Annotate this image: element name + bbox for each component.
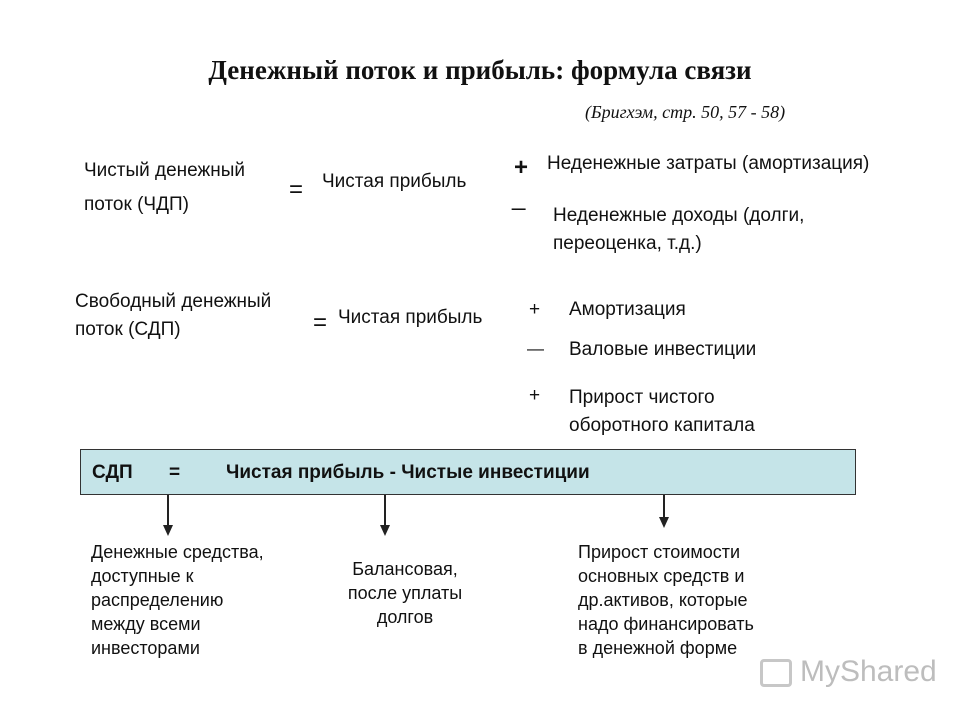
noncash-income-line2: переоценка, т.д.) [553, 233, 702, 254]
cashflow-plus-sign: + [514, 154, 529, 181]
note3-line4: надо финансировать [578, 614, 754, 634]
free-cashflow-plus-sign-1: + [529, 299, 541, 320]
note3-line1: Прирост стоимости [578, 542, 741, 562]
note1-line3: распределению [91, 590, 224, 610]
working-capital-line1: Прирост чистого [569, 387, 715, 408]
free-cashflow-working-capital [569, 384, 755, 440]
note3-line3: др.активов, которые [578, 590, 748, 610]
cashflow-label-line1: Чистый денежный [84, 160, 245, 181]
note1-line4: между всеми [91, 614, 201, 634]
noncash-income-line1: Неденежные доходы (долги, [553, 205, 805, 226]
note2-line3: долгов [376, 607, 434, 627]
presentation-icon [760, 659, 792, 687]
note-asset-growth [578, 540, 754, 660]
working-capital-line2: оборотного капитала [569, 415, 755, 436]
slide-title: Денежный поток и прибыль: формула связи [208, 55, 752, 85]
formula-equals: = [169, 462, 181, 483]
formula-lhs: СДП [92, 462, 133, 483]
watermark [760, 655, 937, 689]
free-cashflow-equals: = [313, 309, 328, 336]
cashflow-label [84, 157, 245, 219]
watermark-text: MyShared [800, 655, 937, 688]
cashflow-noncash-costs: Неденежные затраты (амортизация) [547, 153, 870, 174]
source-reference: (Бригхэм, стр. 50, 57 - 58) [585, 102, 786, 122]
formula-rhs: Чистая прибыль - Чистые инвестиции [226, 462, 590, 483]
note2-line1: Балансовая, [352, 559, 458, 579]
note1-line1: Денежные средства, [91, 542, 264, 562]
note2-line2: после уплаты [347, 583, 463, 603]
free-cashflow-label-line2: поток (СДП) [75, 319, 181, 340]
free-cashflow-minus-sign: — [527, 339, 544, 358]
cashflow-noncash-income [553, 202, 804, 258]
note-balance [315, 557, 495, 629]
free-cashflow-label [75, 288, 271, 344]
note3-line2: основных средств и [578, 566, 745, 586]
cashflow-label-line2: поток (ЧДП) [84, 194, 189, 215]
free-cashflow-net-profit: Чистая прибыль [338, 307, 483, 328]
free-cashflow-amortization: Амортизация [569, 299, 686, 320]
cashflow-minus-sign: _ [512, 184, 526, 211]
cashflow-net-profit: Чистая прибыль [322, 171, 467, 192]
note3-line5: в денежной форме [578, 638, 738, 658]
note-available-cash [91, 540, 264, 660]
note1-line5: инвесторами [91, 638, 200, 658]
free-cashflow-plus-sign-2: + [529, 385, 541, 406]
note1-line2: доступные к [91, 566, 194, 586]
free-cashflow-gross-investment: Валовые инвестиции [569, 339, 757, 360]
cashflow-equals: = [289, 176, 304, 203]
free-cashflow-label-line1: Свободный денежный [75, 291, 272, 312]
